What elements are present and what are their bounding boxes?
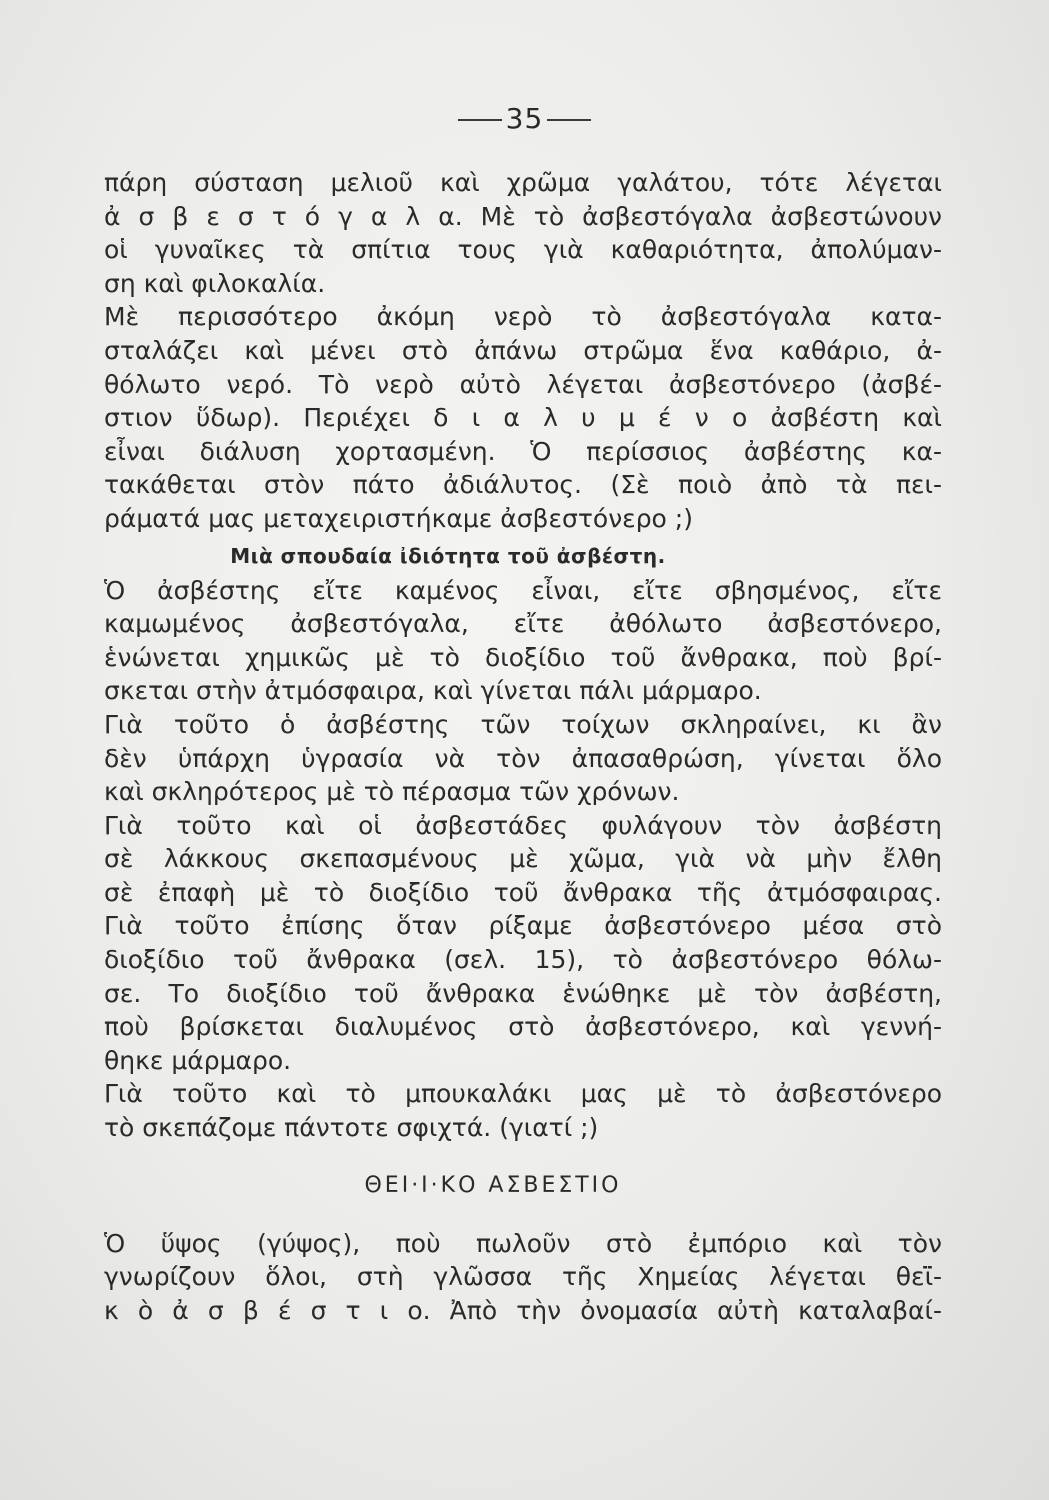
text-line: καὶ σκληρότερος μὲ τὸ πέρασμα τῶν χρόνων.	[104, 777, 680, 807]
text-line: οἱ γυναῖκες τὰ σπίτια τους γιὰ καθαριότητα, ἀπολύμαν-	[104, 235, 942, 265]
text-line: εἶναι διάλυση χορτασμένη. Ὁ περίσσιος ἀσβέστης κα-	[104, 436, 942, 466]
section-subheading: Μιὰ σπουδαία ἰδιότητα τοῦ ἀσβέστη.	[230, 543, 666, 568]
right-dash	[547, 119, 591, 121]
text-line: σὲ ἐπαφὴ μὲ τὸ διοξίδιο τοῦ ἄνθρακα τῆς ἀτμόσφαιρας.	[104, 877, 942, 907]
text-line: στιον ὕδωρ). Περιέχει δ ι α λ υ μ έ ν ο ἀσβέστη καὶ	[104, 403, 942, 433]
text-line: θηκε μάρμαρο.	[104, 1045, 292, 1075]
section-heading: ΘΕΙ·Ι·ΚΟ ΑΣΒΕΣΤΙΟ	[364, 1172, 622, 1198]
text-line: Γιὰ τοῦτο καὶ τὸ μπουκαλάκι μας μὲ τὸ ἀσβεστόνερο	[104, 1079, 942, 1109]
page-number: 35	[0, 102, 1049, 135]
text-line: Γιὰ τοῦτο ὁ ἀσβέστης τῶν τοίχων σκληραίνει, κι ἂν	[104, 709, 942, 739]
text-line: διοξίδιο τοῦ ἄνθρακα (σελ. 15), τὸ ἀσβεστόνερο θόλω-	[104, 945, 942, 975]
body-text	[104, 166, 942, 1327]
text-line: κ ὸ ἀ σ β έ σ τ ι ο. Ἀπὸ τὴν ὀνομασία αὐτὴ καταλαβαί-	[104, 1295, 942, 1325]
text-line: ποὺ βρίσκεται διαλυμένος στὸ ἀσβεστόνερο, καὶ γεννή-	[104, 1012, 942, 1042]
text-line: θόλωτο νερό. Τὸ νερὸ αὐτὸ λέγεται ἀσβεστόνερο (ἀσβέ-	[104, 369, 942, 399]
text-line: καμωμένος ἀσβεστόγαλα, εἴτε ἀθόλωτο ἀσβεστόνερο,	[104, 609, 942, 639]
text-line: ση καὶ φιλοκαλία.	[104, 268, 326, 298]
text-line: πάρη σύσταση μελιοῦ καὶ χρῶμα γαλάτου, τότε λέγεται	[104, 168, 942, 197]
text-line: σταλάζει καὶ μένει στὸ ἀπάνω στρῶμα ἕνα καθάριο, ἀ-	[104, 335, 942, 365]
text-line: Ὁ ὕψος (γύψος), ποὺ πωλοῦν στὸ ἐμπόριο καὶ τὸν	[104, 1228, 942, 1258]
text-line: δὲν ὑπάρχη ὑγρασία νὰ τὸν ἀπασαθρώση, γίνεται ὅλο	[104, 743, 942, 773]
text-line: Γιὰ τοῦτο καὶ οἱ ἀσβεστάδες φυλάγουν τὸν ἀσβέστη	[104, 810, 942, 840]
text-line: ράματά μας μεταχειριστήκαμε ἀσβεστόνερο ;)	[104, 503, 693, 533]
text-line: Ὁ ἀσβέστης εἴτε καμένος εἶναι, εἴτε σβησμένος, εἴτε	[104, 575, 942, 605]
left-dash	[458, 119, 502, 121]
text-line: τὸ σκεπάζομε πάντοτε σφιχτά. (γιατί ;)	[104, 1113, 599, 1143]
text-line: ἑνώνεται χημικῶς μὲ τὸ διοξίδιο τοῦ ἄνθρακα, ποὺ βρί-	[104, 642, 942, 672]
text-line: Γιὰ τοῦτο ἐπίσης ὅταν ρίξαμε ἀσβεστόνερο μέσα στὸ	[104, 911, 942, 941]
text-line: γνωρίζουν ὅλοι, στὴ γλῶσσα τῆς Χημείας λέγεται θεϊ̈-	[104, 1262, 942, 1292]
text-line: σκεται στὴν ἀτμόσφαιρα, καὶ γίνεται πάλι μάρμαρο.	[104, 676, 762, 706]
text-line: σε. Το διοξίδιο τοῦ ἄνθρακα ἑνώθηκε μὲ τὸν ἀσβέστη,	[104, 978, 942, 1008]
text-line: ἀ σ β ε σ τ ό γ α λ α. Μὲ τὸ ἀσβεστόγαλα ἀσβεστώνουν	[104, 201, 942, 231]
text-line: σὲ λάκκους σκεπασμένους μὲ χῶμα, γιὰ νὰ μὴν ἔλθη	[104, 844, 942, 874]
text-line: τακάθεται στὸν πάτο ἀδιάλυτος. (Σὲ ποιὸ ἀπὸ τὰ πει-	[104, 470, 942, 500]
text-line: Μὲ περισσότερο ἀκόμη νερὸ τὸ ἀσβεστόγαλα κατα-	[104, 302, 942, 332]
